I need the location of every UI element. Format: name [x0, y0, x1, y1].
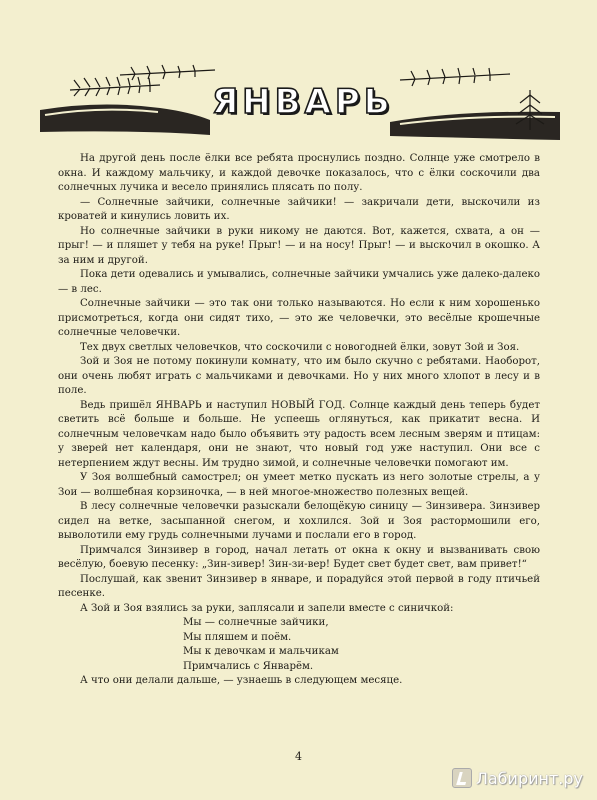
paragraph: А Зой и Зоя взялись за руки, заплясали и запели вместе с синичкой: [80, 602, 454, 614]
paragraph: На другой день после ёлки все ребята проснулись поздно. Солнце уже смотрело в окна. И каждому мальчику, и каждой девочке показалось, что с ёлки соскочили два солнечных лучика и весело принялись плясать по полу. [58, 153, 540, 193]
poem-line: Мы к девочкам и мальчикам [183, 646, 339, 657]
story-text [58, 152, 540, 689]
poem-line: Мы — солнечные зайчики, [183, 617, 329, 628]
paragraph: Солнечные зайчики — это так они только называются. Но если к ним хорошенько присмотреться, когда они сидят тихо, — это же человечки, это весёлые крошечные солнечные человечки. [58, 298, 540, 338]
paragraph: Пока дети одевались и умывались, солнечные зайчики умчались уже далеко-далеко — в лес. [58, 269, 540, 295]
closing-line: А что они делали дальше, — узнаешь в следующем месяце. [80, 675, 403, 686]
poem-line: Примчались с Январём. [183, 660, 314, 672]
poem [58, 616, 540, 674]
watermark-text: Лабиринт.ру [475, 768, 583, 788]
paragraph: Зой и Зоя не потому покинули комнату, что им было скучно с ребятами. Наоборот, они очень любят играть с мальчиками и девочками. Но у них много хлопот в лесу и в поле. [58, 356, 540, 396]
labirint-logo-icon [452, 768, 472, 788]
paragraph: Примчался Зинзивер в город, начал летать от окна к окну и вызванивать свою весёлую, боевую песенку: „Зин-зивер! Зин-зи-вер! Будет свет будет свет, вам привет!“ [58, 544, 540, 570]
page-number: 4 [295, 750, 302, 763]
paragraph: Ведь пришёл ЯНВАРЬ и наступил НОВЫЙ ГОД. Солнце каждый день теперь будет светить всё больше и больше. Не успеешь оглянуться, как прикатит весна. И солнечным человечкам надо было объявить эту радость всем лесным зверям и птицам: у зверей нет календаря, они не знают, что новый год уже наступил. Они все с нетерпением ждут весны. Им трудно зимой, и солнечные человечки помогают им. [58, 399, 540, 469]
page-title: ЯНВАРЬ [212, 82, 394, 122]
watermark [452, 768, 583, 788]
paragraph: В лесу солнечные человечки разыскали белощёкую синицу — Зинзивера. Зинзивер сидел на ветке, засыпанной снегом, и хохлился. Зой и Зоя растормошили его, выволотили ему грудь солнечными лучами и послали его в город. [58, 501, 540, 541]
paragraph: Послушай, как звенит Зинзивер в январе, и порадуйся этой первой в году птичьей песенке. [58, 573, 540, 599]
paragraph: Но солнечные зайчики в руки никому не даются. Вот, кажется, схвата, а он — прыг! — и пляшет у тебя на руке! Прыг! — и на носу! Прыг! — и выскочил в окошко. А за ним и другой. [58, 225, 540, 266]
paragraph: Тех двух светлых человечков, что соскочили с новогодней ёлки, зовут Зой и Зоя. [80, 341, 520, 353]
paragraph: У Зоя волшебный самострел; он умеет метко пускать из него золотые стрелы, а у Зои — волшебная корзиночка, — в ней многое-множество полезных вещей. [58, 472, 540, 498]
paragraph: — Солнечные зайчики, солнечные зайчики! — закричали дети, выскочили из кроватей и кинулись ловить их. [58, 196, 540, 222]
poem-line: Мы пляшем и поём. [183, 631, 292, 643]
